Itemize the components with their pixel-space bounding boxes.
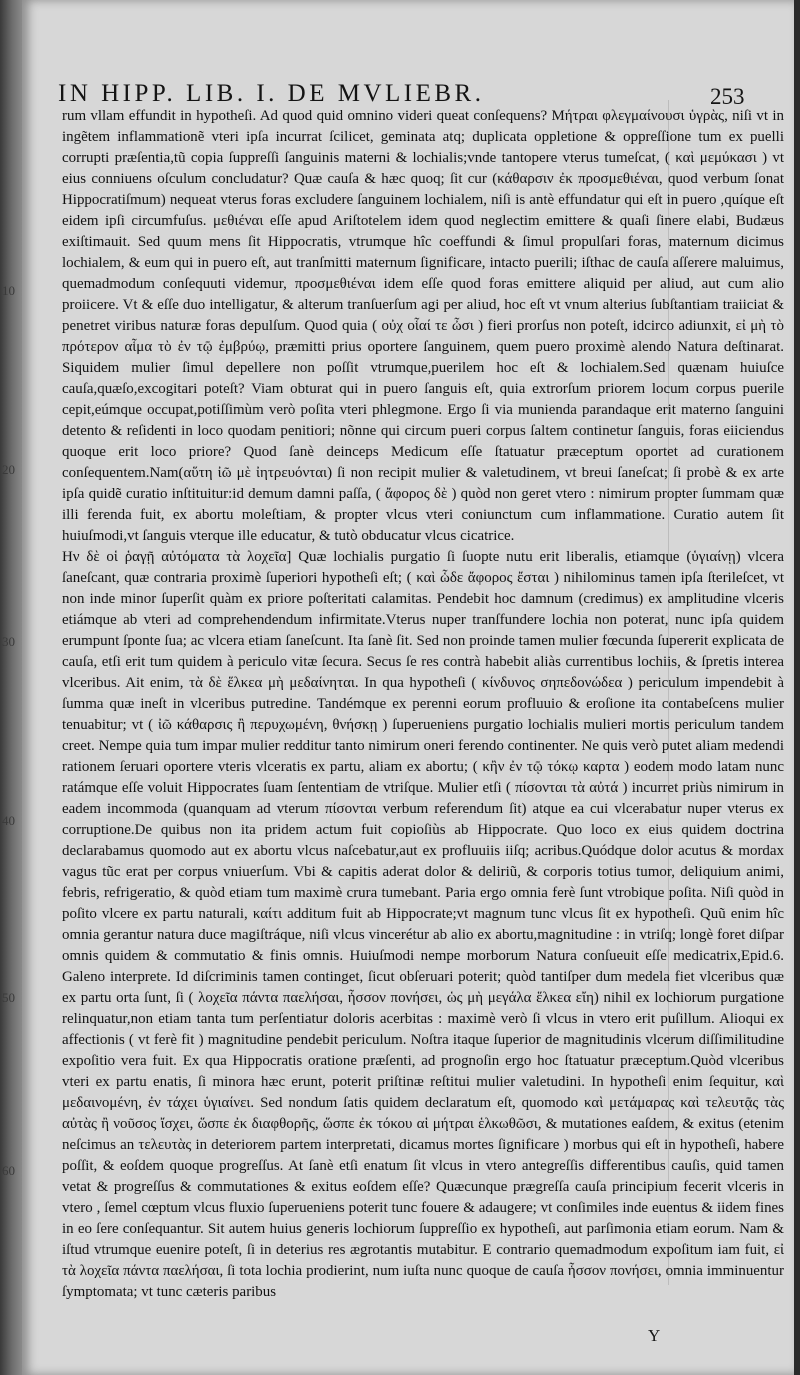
line-number-60: 60: [2, 1163, 15, 1178]
line-number-20: 20: [2, 462, 15, 477]
line-number-40: 40: [2, 813, 15, 828]
signature-mark: Y: [648, 1326, 661, 1345]
page-number: 253: [710, 84, 745, 109]
line-number-50: 50: [2, 990, 15, 1005]
paragraph-commentary-2: Ην δὲ οἱ ῥαγῇ αὐτόματα τὰ λοχεῖα] Quæ lochialis purgatio ſi ſuopte nutu erit liberalis, etiamque (ὑγιαίνῃ) vlcera ſaneſcant, quæ contraria proximè ſuperiori hypotheſi eſt; ( καὶ ὧδε ἄφορος ἔσται ) nihilominus tamen ipſa ſterileſcet, vt non inde minor ſuperſit quàm ex priore poſteritati calamitas. Pendebit hoc damnum (credimus) ex amplitudine vlceris etiámque ab vteri ad comprehendendum infirmitate.Vterus nuper tranſfundere lochia non poterat, nunc ipſa quidem erumpunt ſponte ſua; ac vlcera etiam ſaneſcunt. Ita ſanè ſit. Sed non proinde tamen mulier fœcunda ſupererit explicata de cauſa, etſi erit tum quidem à periculo vitæ ſecura. Secus ſe res contrà habebit aliàs currentibus lochiis, & ſpretis interea vlceribus. Ait enim, τὰ δὲ ἕλκεα μὴ μεδαίνηται. In qua hypotheſi ( κίνδυνος σηπεδονώδεα ) periculum impendebit à ſumma quæ ineſt in vlceribus putredine. Tandémque ex perenni eorum profluuio & eroſione ita contabeſcens mulier tenuabitur; vt ( ἰῶ κάθαρσις ἢ περυχωμένη, θνήσκῃ ) ſuperueniens purgatio lochialis mulieri mortis periculum tandem creet. Nempe quia tum impar mulier redditur tanto nimirum oneri ferendo continenter. Ne quis verò putet aliam medendi rationem ſeruari oportere vteris vlceratis ex partu, aliam ex abortu; ( κἢν ἐν τῷ τόκῳ καρτα ) eodem modo latam nunc ratámque eſſe voluit Hippocrates ſuam ſententiam de vtriſque. Mulier etſi ( πίσονται τὰ αὐτά ) incurret priùs nimirum in eadem incommoda (quanquam ad vterum πίσονται verbum referendum ſit) atque ea cui vlcerabatur nuper vterus ex corruptione.De quibus non ita pridem actum fuit copioſiùs ab Hippocrate. Quo loco ex eius quidem doctrina declarabamus quomodo aut ex abortu vlcus naſcebatur,aut ex profluuiis iiſq; acribus.Quódque dolor acutus & mordax vagus tũc erat per corpus vniuerſum. Vbi & capitis aderat dolor & deliriũ, & corporis totius tumor, deliquium animi, febris, refrigeratio, & quòd etiam tum maximè crura tumebant. Paria ergo omnia ferè ſunt vtrobique poſita. Niſi quòd in poſito vlcere ex partu naturali, καίτι additum fuit ab Hippocrate;vt magnum tunc vlcus ſit ex hypotheſi. Quũ enim hîc omnia gerantur natura duce magiſtráque, niſi vlcus vincerétur ab alio ex abortu,magnitudine : in vtriſq; longè foret diſpar omnis quidem & commutatio & finis omnis. Huiuſmodi nempe morborum Natura conſueuit eſſe medicatrix,Epid.6. Galeno interprete. Id diſcriminis tamen continget, ſicut obſeruari poterit; quòd tantiſper dum medela fiet vlceribus quæ ex partu orta ſunt, ſi ( λοχεῖα πάντα παελήσαι, ἧσσον πονήσει, ὡς μὴ μεγάλα ἕλκεα εἴη) nihil ex lochiorum purgatione relinquatur,non etiam tanta tum perſentiatur doloris acerbitas : maximè verò ſi vlcus in vtero erit puſillum. Alioqui ex affectionis ( vt ferè fit ) magnitudine pendebit periculum. Noſtra itaque ſuperior de magnitudinis vlcerum diſſimilitudine expoſitio vera fuit. Ex qua Hippocratis oratione præſenti, ad prognoſin ergo hoc ſtatuatur præceptum.Quòd vlceribus vteri ex partu enatis, ſi minora hæc erunt, poterit priſtinæ reſtitui mulier valetudini. In hypotheſi enim ſequitur, καὶ μεδαινομένη, ἐν τάχει ὑγιαίνει. Sed nondum ſatis quidem declaratum eſt, quomodo καὶ μετάμαρας καὶ τελευτᾷς τὰς αὐτὰς ἢ νοῦσος ἴσχει, ὥσπε ἐκ διαφθορῆς, ὥσπε ἐκ τόκου αἱ μήτραι ἑλκωθῶσι, & mutationes eaſdem, & exitus (etenim neſcimus an τελευτὰς in deteriorem partem interpretati, dicamus mortes ſignificare ) morbus qui eſt in hypotheſi, habere poſſit, & eoſdem quoque progreſſus. At ſanè etſi enatum ſit vlcus in vtero antegreſſis differentibus cauſis, quid tamen vetat & progreſſus & commutationes & exitus eoſdem eſſe? Quæcunque prægreſſa cauſa principium fecerit vlceris in vtero , ſemel cœptum vlcus fluxio ſuperueniens poterit tunc fouere & adaugere; vt conſimiles inde euentus & iidem fines in eo ſere conſequantur. Sit autem huius generis lochiorum ſuppreſſio ex hypotheſi, aut parſimonia etiam eorum. Nam & iſtud vtrumque euenire poteſt, ſi in deterius res ægrotantis mutabitur. E contrario quemadmodum expoſitum iam fuit, εἰ τὰ λοχεῖα πάντα παελήσαι, ſi tota lochia prodierint, num iuſta nunc quoque de cauſa ἧσσον πονήσει, omnia imminuentur ſymptomata; vt tunc cæteris paribus: [62, 549, 784, 1300]
page-edge-shadow: [794, 0, 800, 1375]
line-number-30: 30: [2, 634, 15, 649]
line-number-10: 10: [2, 283, 15, 298]
running-head: IN HIPP. LIB. I. DE MVLIEBR.: [58, 80, 485, 107]
body-text: [62, 106, 784, 1303]
paragraph-commentary-1: rum vllam effundit in hypotheſi. Ad quod quid omnino videri queat conſequens? Μήτραι φλεγμαίνουσι ὑγρὰς, niſi vt in ingẽtem inflammationẽ vteri ipſa incurrat ſcilicet, geminata atq; duplicata oppletione & oppreſſione tum ex puelli corrupti præſentia,tũ copia ſuppreſſi ſanguinis materni & lochialis;vnde tantopere vterus tumeſcat, ( καὶ μεμύκασι ) vt eius conniuens oſculum concludatur? Quæ cauſa & hæc quoq; ſit cur (κάθαρσιν ἐκ προσμεθιέναι, quod verbum ſonat Hippocratiſmum) nequeat vterus foras excludere ſanguinem lochialem, niſi is antè effundatur qui eſt in puero ,quíque eſt eidem ipſi circumfuſus. μεθιέναι eſſe apud Ariſtotelem idem quod neglectim emittere & quaſi ſinere elabi, Budæus exiſtimauit. Sed quum mens ſit Hippocratis, vtrumque hîc coeffundi & ſimul propulſari foras, maternum dicimus lochialem, & eum qui in puero eſt, aut tranſmitti maternum ſignificare, intacto puerili; iſthac de cauſa aſſerere maluimus, quemadmodum conſequuti videmur, προσμεθιέναι idem eſſe quod foras emittere aliquid per aliud, aut cum alio proiicere. Vt & eſſe duo intelligatur, & alterum tranſuerſum agi per aliud, hoc eſt vt vnum alterius ſubſtantiam traiiciat & penetret viribus naturæ foras depulſum. Quod quia ( οὐχ οἷαί τε ὦσι ) fieri prorſus non poteſt, idcirco adiunxit, εἰ μὴ τὸ πρότερον αἷμα τὸ ἐν τῷ ἐμβρύῳ, præmitti prius oportere ſanguinem, quem puero proximè alendo Natura deſtinarat. Siquidem mulier ſimul depellere non poſſit vtrumque,puerilem hoc eſt & lochialem.Sed quænam huiuſce cauſa,quæſo,excogitari poteſt? Viam obturat qui in puero ſanguis eſt, quia extrorſum priorem locum corpus puerile cepit,eúmque occupat,potiſſimùm verò poſita vteri phlegmone. Ergo ſi via munienda parandaque erit materno ſanguini detento & reſidenti in loco quodam penitiori; nõnne qui circum pueri corpus ſaltem continetur ſanguis, foras eiiciendus quoque erit loco priore? Quod ſanè deinceps Medicum eſſe ſtatuatur præceptum oportet ad curationem conſequentem.Nam(αὕτη ἰῶ μὲ ἰητρευόνται) ſi non recipit mulier & valetudinem, vt breui ſaneſcat; ſi probè & ex arte ipſa quidẽ curatio inſtituitur:id demum damni paſſa, ( ἄφορος δὲ ) quòd non geret vtero : nimirum propter ſummam quæ illi ferenda fuit, ex abortu moleſtiam, & propter vlcus vteri coniunctum cum inflammatione. Curatio autem ſit huiuſmodi,vt ſanguis vterque ille educatur, & tutò obducatur vlcus cicatrice.: [62, 108, 784, 544]
